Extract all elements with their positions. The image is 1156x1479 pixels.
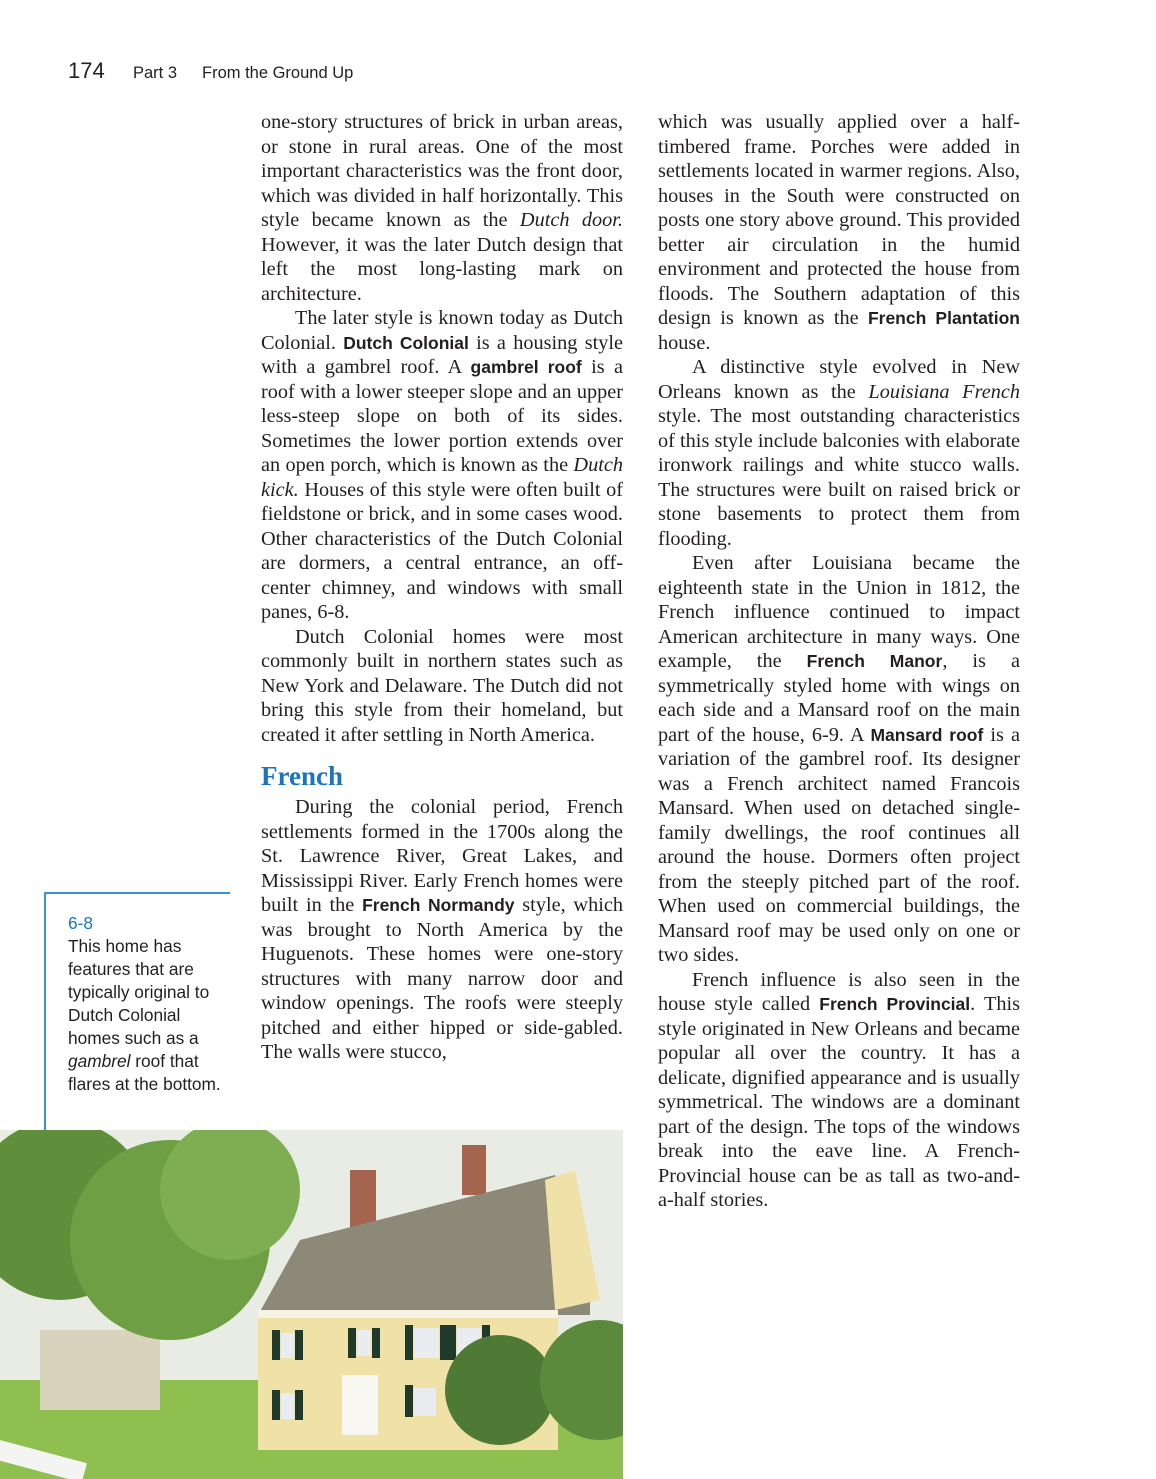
key-term: French Manor — [806, 651, 943, 671]
text-run: style, which was brought to North America by the Huguenots. These homes were one-story structures with many narrow door and window openings. The roofs were steeply pitched and either hipped or side-gabled. The walls were stucco, — [261, 894, 623, 1063]
paragraph — [658, 968, 1020, 1213]
dutch-colonial-house-photo — [0, 1130, 623, 1479]
paragraph — [261, 625, 623, 748]
key-term: French Normandy — [362, 895, 515, 915]
text-run: The later style is known today as Dutch Colonial. — [261, 307, 623, 354]
text-run: is a housing style with a gambrel roof. A — [261, 331, 624, 378]
chapter-title: From the Ground Up — [202, 64, 354, 82]
text-column-1 — [261, 110, 623, 1065]
page-number: 174 — [68, 58, 105, 83]
key-term: Mansard roof — [870, 724, 984, 745]
text-run: . This style originated in New Orleans and became popular all over the country. It has a delicate, dignified appearance and is usually symmetrical. The windows are a dominant part of the design. The tops of the windows break into the eave line. A French-Provincial house can be as tall as two-and-a-half stories. — [658, 993, 1020, 1211]
text-run: roof that flares at the bottom. — [68, 1051, 221, 1094]
figure-caption — [68, 912, 228, 1096]
key-term: Dutch Colonial — [343, 332, 469, 353]
figure-caption-box — [44, 892, 230, 1132]
paragraph — [261, 795, 623, 1065]
text-run: French influence is also seen in the house style called — [658, 968, 1020, 1015]
part-label: Part 3 — [133, 64, 178, 82]
text-run: , is a symmetrically styled home with wings on each side and a Mansard roof on the main part of the house, 6-9. A — [658, 650, 1020, 746]
italic-term: Louisiana French — [868, 380, 1020, 403]
text-run: Houses of this style were often built of fieldstone or brick, and in some cases wood. Other characteristics of the Dutch Colonial are dormers, a central entrance, an off-center chimney, and windows with small panes, 6-8. — [261, 478, 623, 623]
text-run: is a variation of the gambrel roof. Its designer was a French architect named Francois Mansard. When used on detached single-family dwellings, the roof continues all around the house. Dormers often project from the steeply pitched part of the roof. When used on commercial buildings, the Mansard roof may be used only on one or two sides. — [658, 723, 1020, 966]
text-run: During the colonial period, French settlements formed in the 1700s along the St. Lawrence River, Great Lakes, and Mississippi River. Early French homes were built in the — [261, 796, 623, 916]
text-run: However, it was the later Dutch design that left the most long-lasting mark on architecture. — [261, 233, 623, 305]
italic-term: gambrel — [68, 1051, 131, 1071]
paragraph — [658, 110, 1020, 355]
text-run: Even after Louisiana became the eighteenth state in the Union in 1812, the French influence continued to impact American architecture in many ways. One example, the — [658, 552, 1020, 672]
text-run: Dutch Colonial homes were most commonly built in northern states such as New York and Delaware. The Dutch did not bring this style from their homeland, but created it after settling in North America. — [261, 625, 623, 746]
paragraph — [658, 551, 1020, 968]
paragraph — [261, 110, 623, 306]
paragraph — [261, 306, 623, 625]
text-run: which was usually applied over a half-timbered frame. Porches were added in settlements located in warmer regions. Also, houses in the South were constructed on posts one story above ground. This provided better air circulation in the humid environment and protected the house from floods. The Southern adaptation of this design is known as the — [658, 111, 1020, 329]
text-run: is a roof with a lower steeper slope and an upper less-steep slope on both of its sides. Sometimes the lower portion extends over an open porch, which is known as the — [261, 356, 623, 476]
paragraph — [658, 355, 1020, 551]
text-run: This home has features that are typically original to Dutch Colonial homes such as a — [68, 936, 210, 1048]
key-term: gambrel roof — [470, 357, 582, 377]
text-run: A distinctive style evolved in New Orleans known as the — [658, 356, 1020, 403]
italic-term: Dutch door. — [519, 209, 623, 231]
key-term: French Plantation — [867, 308, 1020, 328]
text-run: house. — [658, 331, 711, 354]
caption-text — [68, 936, 221, 1094]
key-term: French Provincial — [819, 994, 971, 1014]
figure-number: 6-8 — [68, 913, 93, 933]
section-heading: French — [261, 761, 343, 791]
italic-term: Dutch kick. — [261, 454, 623, 501]
text-run: one-story structures of brick in urban areas, or stone in rural areas. One of the most important characteristics was the front door, which was divided in half horizontally. This style became known as the — [261, 111, 623, 231]
text-run: style. The most outstanding characteristics of this style include balconies with elaborate ironwork railings and white stucco walls. The structures were built on raised brick or stone basements to protect them from flooding. — [658, 405, 1020, 550]
text-column-2 — [658, 110, 1020, 1213]
